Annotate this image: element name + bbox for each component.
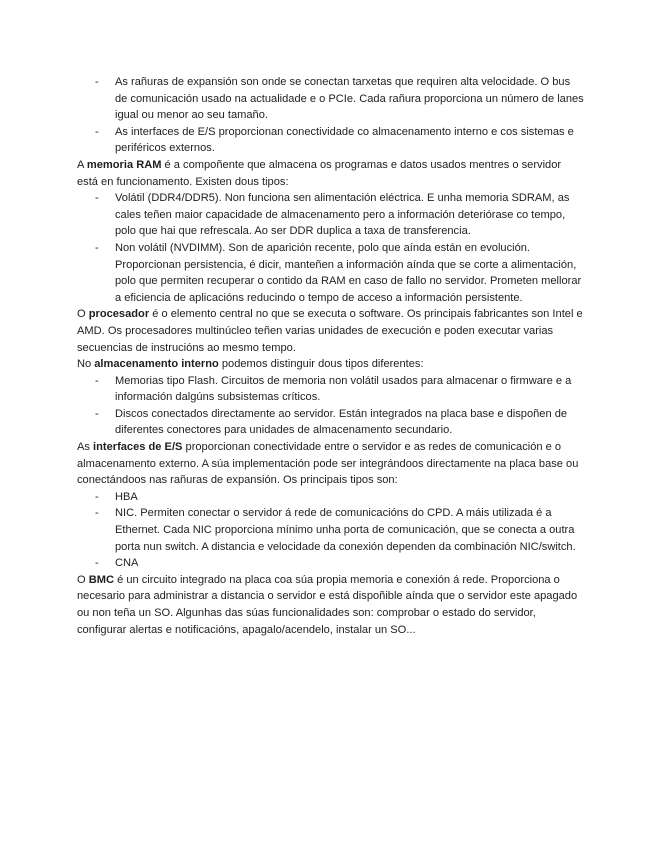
ram-types-list [77, 190, 585, 306]
bullet-dash: - [95, 76, 99, 88]
bmc-term: BMC [88, 573, 114, 586]
bullet-dash: - [95, 507, 99, 520]
bullet-dash: - [95, 374, 99, 387]
storage-types-list [77, 373, 585, 439]
bullet-dash: - [95, 241, 99, 254]
list-item: - As rañuras de expansión son onde se conectan tarxetas que requiren alta velocidade. O bus de comunicación usado na actualidade e o PCIe. Cada rañura proporciona un número de lanes igual ou menor ao seu tamaño. [95, 76, 584, 122]
ram-paragraph: A memoria RAM é a compoñente que almacena os programas e datos usados mentres o servidor está en funcionamento. Existen dous tipos: [77, 158, 562, 188]
list-item: - Memorias tipo Flash. Circuitos de memoria non volátil usados para almacenar o firmware e a información dalgúns subsistemas críticos. [95, 374, 572, 404]
list-item: - Discos conectados directamente ao servidor. Están integrados na placa base e dispoñen de diferentes conectores para unidades de almacenamento secundario. [95, 407, 568, 437]
expansion-list [77, 74, 585, 157]
list-item: - Non volátil (NVDIMM). Son de aparición recente, polo que aínda están en evolución. Proporcionan persistencia, é dicir, manteñen a información aínda que se corte a alimentación, polo que permiten recuperar o contido da RAM en caso de fallo no servidor. Prometen mellorar a eficiencia de aplicacións reducindo o tempo de acceso a información persistente. [95, 241, 582, 304]
list-item: - Volátil (DDR4/DDR5). Non funciona sen alimentación eléctrica. E unha memoria SDRAM, as cales teñen maior capacidade de almacenamento pero a información deteriórase co tempo, polo que hai que refrescala. Ao ser DDR duplica a taxa de transferencia. [95, 192, 570, 238]
io-types-list [77, 489, 585, 572]
list-item: - HBA [77, 489, 585, 506]
list-item: - As interfaces de E/S proporcionan conectividade co almacenamento interno e cos sistemas e periféricos externos. [95, 125, 574, 155]
bullet-dash: - [95, 490, 99, 503]
list-item: - NIC. Permiten conectar o servidor á rede de comunicacións do CPD. A máis utilizada é a Ethernet. Cada NIC proporciona mínimo unha porta de comunicación, que se conecta a outra porta nun switch. A distancia e velocidade da conexión dependen da combinación NIC/switch. [95, 507, 576, 553]
storage-term: almacenamento interno [94, 358, 219, 371]
bmc-paragraph: O BMC é un circuito integrado na placa coa súa propia memoria e conexión á rede. Proporciona o necesario para administrar a distancia o servidor e está dispoñible aínda que o servidor este apagado ou non teña un SO. Algunhas das súas funcionalidades son: comprobar o estado do servidor, configurar alertas e notificacións, apagalo/acendelo, instalar un SO... [77, 573, 578, 636]
io-paragraph: As interfaces de E/S proporcionan conectividade entre o servidor e as redes de comunicación e o almacenamento externo. A súa implementación pode ser integrándoos directamente na placa base ou conectándoos nas rañuras de expansión. Os principais tipos son: [77, 441, 579, 487]
list-item: - CNA [77, 555, 585, 572]
bullet-dash: - [95, 407, 99, 420]
bullet-dash: - [95, 192, 99, 205]
storage-paragraph: No almacenamento interno podemos distinguir dous tipos diferentes: [77, 358, 424, 371]
bullet-dash: - [95, 557, 99, 570]
cpu-term: procesador [88, 308, 150, 321]
ram-term: memoria RAM [86, 158, 162, 171]
bullet-dash: - [95, 125, 99, 138]
document-body [77, 74, 585, 638]
io-term: interfaces de E/S [93, 441, 183, 454]
cpu-paragraph: O procesador é o elemento central no que se executa o software. Os principais fabricantes son Intel e AMD. Os procesadores multinúcleo teñen varias unidades de execución e poden executar varias secuencias de instrucións ao mesmo tempo. [77, 308, 583, 354]
